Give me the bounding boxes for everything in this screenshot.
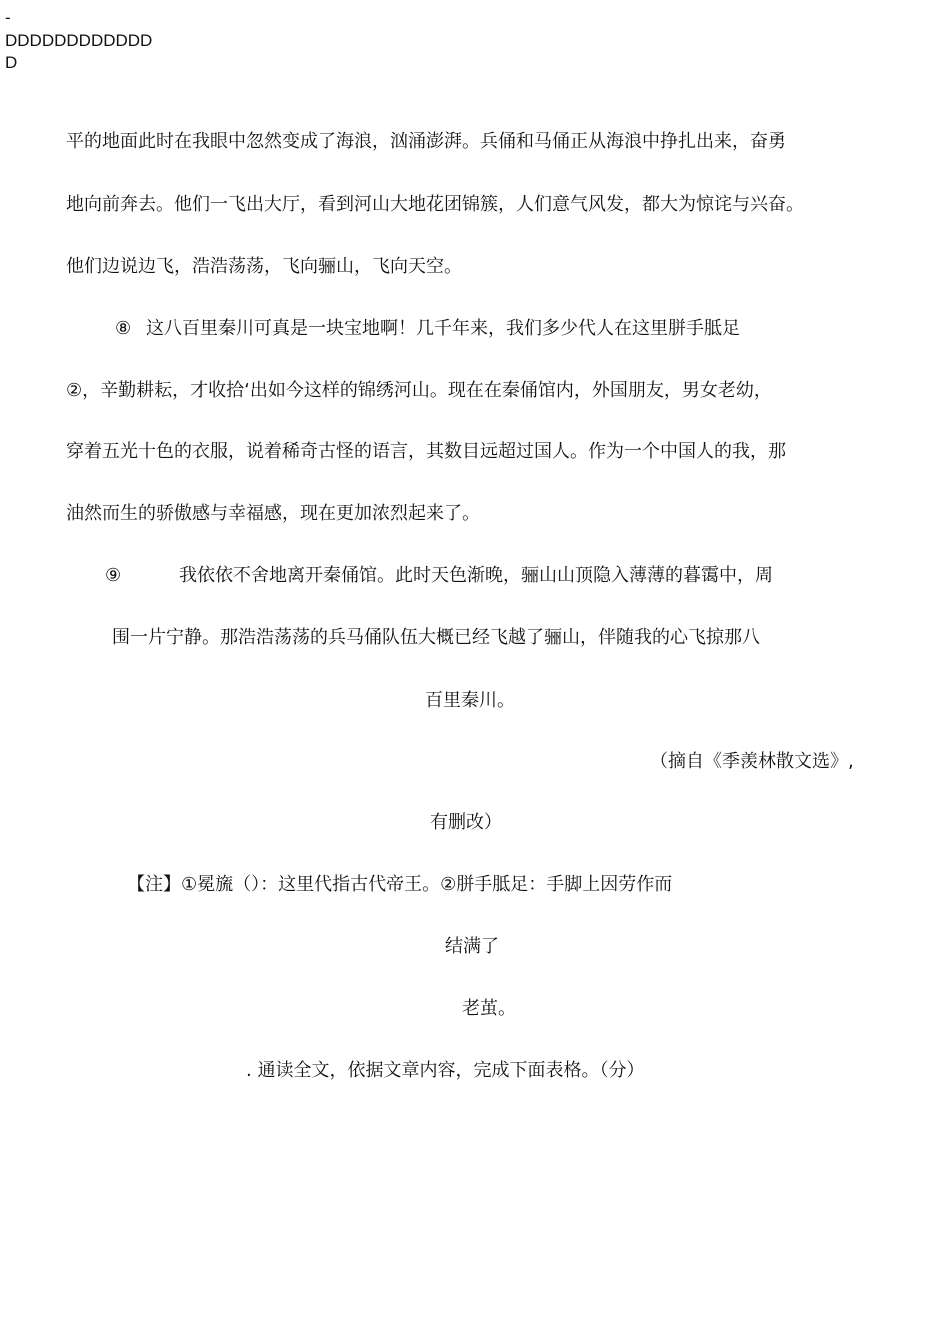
paragraph-8-line-1: 这八百里秦川可真是一块宝地啊！几千年来，我们多少代人在这里胼手胝足 [146, 318, 740, 339]
paragraph-7-line-1: 平的地面此时在我眼中忽然变成了海浪，汹涌澎湃。兵俑和马俑正从海浪中挣扎出来，奋勇 [66, 131, 786, 152]
source-line-1: （摘自《季羡林散文选》, [650, 751, 854, 772]
note-line-1: 【注】①冕旒（）：这里代指古代帝王。②胼手胝足：手脚上因劳作而 [127, 874, 673, 895]
paragraph-9-marker: ⑨ [105, 565, 122, 586]
paragraph-7-line-3: 他们边说边飞，浩浩荡荡，飞向骊山，飞向天空。 [66, 256, 462, 277]
paragraph-7-line-2: 地向前奔去。他们一飞出大厅，看到河山大地花团锦簇，人们意气风发，都大为惊诧与兴奋。 [66, 194, 804, 215]
paragraph-8-line-3: 穿着五光十色的衣服，说着稀奇古怪的语言，其数目远超过国人。作为一个中国人的我，那 [66, 441, 786, 462]
header-code-2: D [5, 53, 18, 72]
note-line-3: 老茧。 [462, 998, 516, 1019]
header-code: DDDDDDDDDDDD [5, 31, 153, 50]
question-text: . 通读全文，依据文章内容，完成下面表格。（分） [246, 1060, 645, 1081]
header-dash: - [5, 8, 11, 27]
paragraph-8-line-4: 油然而生的骄傲感与幸福感，现在更加浓烈起来了。 [66, 503, 480, 524]
paragraph-9-line-2: 围一片宁静。那浩浩荡荡的兵马俑队伍大概已经飞越了骊山，伴随我的心飞掠那八 [112, 627, 760, 648]
paragraph-9-line-1: 我依依不舍地离开秦俑馆。此时天色渐晚，骊山山顶隐入薄薄的暮霭中，周 [179, 565, 773, 586]
note-line-2: 结满了 [445, 936, 499, 957]
paragraph-8-line-2: ②，辛勤耕耘，才收拾‘出如今这样的锦绣河山。现在在秦俑馆内，外国朋友，男女老幼， [66, 380, 772, 401]
paragraph-9-line-3: 百里秦川。 [425, 690, 515, 711]
paragraph-8-marker: ⑧ [115, 318, 132, 339]
source-line-2: 有删改） [430, 812, 502, 833]
